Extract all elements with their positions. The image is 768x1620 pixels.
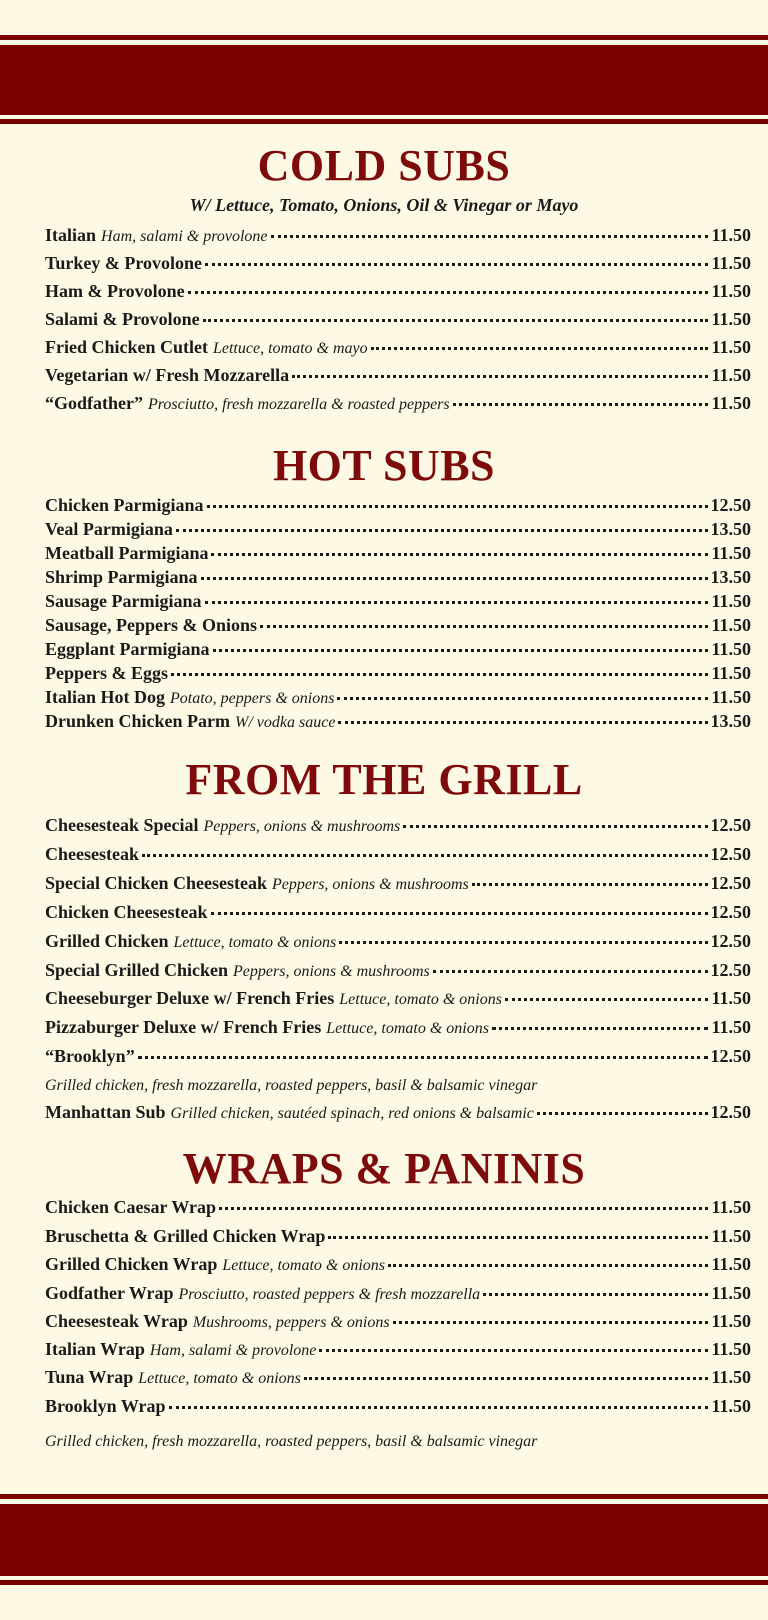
item-name: Manhattan Sub (45, 1102, 166, 1122)
dot-leader (138, 1056, 708, 1059)
item-price: 11.50 (711, 1197, 751, 1217)
dot-leader (213, 649, 709, 652)
dot-leader (292, 375, 708, 378)
item-price: 11.50 (711, 639, 751, 659)
dot-leader (339, 941, 707, 944)
menu-item (45, 902, 751, 924)
item-name: “Brooklyn” (45, 1046, 135, 1066)
item-name: Shrimp Parmigiana (45, 567, 198, 587)
brooklyn-description: Grilled chicken, fresh mozzarella, roasted peppers, basil & balsamic vinegar (45, 1077, 538, 1094)
menu-item (45, 815, 751, 837)
menu-item (45, 988, 751, 1010)
item-price: 11.50 (711, 393, 751, 413)
item-description: Grilled chicken, sautéed spinach, red onions & balsamic (170, 1105, 534, 1122)
item-description: Potato, peppers & onions (170, 690, 335, 707)
dot-leader (433, 970, 708, 973)
item-price: 12.50 (710, 495, 751, 515)
dot-leader (219, 1207, 708, 1210)
dot-leader (537, 1112, 708, 1115)
dot-leader (472, 883, 708, 886)
item-description: W/ vodka sauce (235, 714, 336, 731)
item-price: 11.50 (711, 225, 751, 245)
item-price: 12.50 (710, 1102, 751, 1122)
dot-leader (319, 1349, 708, 1352)
item-name: Cheesesteak Wrap (45, 1311, 188, 1331)
menu-item (45, 931, 751, 953)
item-name: Fried Chicken Cutlet (45, 337, 208, 357)
menu-item (45, 615, 751, 637)
item-price: 11.50 (711, 1254, 751, 1274)
menu-item (45, 591, 751, 613)
item-price: 13.50 (710, 519, 751, 539)
item-name: Special Grilled Chicken (45, 960, 229, 980)
menu-item (45, 225, 751, 247)
dot-leader (453, 403, 709, 406)
item-price: 12.50 (710, 902, 751, 922)
menu-item (45, 365, 751, 387)
section-title-cold-subs: COLD SUBS (257, 141, 511, 190)
dot-leader (169, 1406, 709, 1409)
dot-leader (211, 912, 708, 915)
item-name: “Godfather” (45, 393, 143, 413)
item-price: 11.50 (711, 687, 751, 707)
dot-leader (142, 854, 708, 857)
item-name: Chicken Caesar Wrap (45, 1197, 217, 1217)
dot-leader (171, 673, 708, 676)
item-price: 11.50 (711, 1017, 751, 1037)
section-title-wraps: WRAPS & PANINIS (182, 1144, 586, 1193)
menu-item (45, 281, 751, 303)
item-name: Grilled Chicken (45, 931, 169, 951)
item-price: 11.50 (711, 1367, 751, 1387)
item-name: Cheeseburger Deluxe w/ French Fries (45, 988, 335, 1008)
dot-leader (388, 1264, 708, 1267)
menu-item (45, 1046, 751, 1068)
item-name: Pizzaburger Deluxe w/ French Fries (45, 1017, 322, 1037)
dot-leader (188, 291, 709, 294)
dot-leader (304, 1377, 709, 1380)
bottom-banner (0, 1494, 768, 1586)
item-name: Bruschetta & Grilled Chicken Wrap (45, 1226, 326, 1246)
item-description: Lettuce, tomato & mayo (212, 340, 368, 357)
dot-leader (483, 1293, 708, 1296)
menu-item (45, 567, 751, 589)
menu-item (45, 1102, 751, 1124)
bottom-rule-lower (0, 1580, 768, 1585)
item-name: Chicken Cheesesteak (45, 902, 208, 922)
item-description: Peppers, onions & mushrooms (203, 818, 401, 835)
item-name: Drunken Chicken Parm (45, 711, 231, 731)
item-description: Lettuce, tomato & onions (173, 934, 337, 951)
section-title-grill: FROM THE GRILL (185, 755, 583, 804)
item-description: Peppers, onions & mushrooms (233, 963, 430, 980)
dot-leader (205, 601, 709, 604)
dot-leader (328, 1236, 708, 1239)
item-name: Italian Hot Dog (45, 687, 166, 707)
item-price: 12.50 (710, 960, 751, 980)
item-price: 11.50 (711, 1339, 751, 1359)
item-name: Chicken Parmigiana (45, 495, 204, 515)
menu-item (45, 1339, 751, 1361)
dot-leader (207, 505, 708, 508)
menu-item (45, 495, 751, 517)
item-name: Sausage Parmigiana (45, 591, 202, 611)
item-description: Mushrooms, peppers & onions (192, 1314, 390, 1331)
menu-item (45, 519, 751, 541)
dot-leader (201, 577, 708, 580)
item-name: Eggplant Parmigiana (45, 639, 210, 659)
menu-item (45, 337, 751, 359)
item-description: Prosciutto, fresh mozzarella & roasted peppers (148, 396, 450, 413)
menu-item (45, 309, 751, 331)
item-name: Salami & Provolone (45, 309, 200, 329)
menu-item (45, 543, 751, 565)
item-name: Veal Parmigiana (45, 519, 173, 539)
item-name: Sausage, Peppers & Onions (45, 615, 258, 635)
item-price: 11.50 (711, 988, 751, 1008)
dot-leader (203, 319, 709, 322)
item-name: Vegetarian w/ Fresh Mozzarella (45, 365, 290, 385)
item-name: Turkey & Provolone (45, 253, 203, 273)
item-description: Prosciutto, roasted peppers & fresh mozzarella (178, 1286, 481, 1303)
item-name: Cheesesteak Special (45, 815, 199, 835)
item-name: Peppers & Eggs (45, 663, 168, 683)
menu-item (45, 711, 751, 733)
menu-item (45, 1197, 751, 1219)
dot-leader (403, 825, 707, 828)
item-price: 11.50 (711, 309, 751, 329)
item-price: 13.50 (710, 567, 751, 587)
menu-item (45, 1226, 751, 1248)
item-price: 12.50 (710, 815, 751, 835)
item-description: Lettuce, tomato & onions (138, 1370, 301, 1387)
menu-item (45, 1283, 751, 1305)
item-price: 11.50 (711, 1283, 751, 1303)
item-price: 11.50 (711, 281, 751, 301)
cold-subs-subtitle: W/ Lettuce, Tomato, Onions, Oil & Vinegar or Mayo (189, 195, 579, 215)
item-name: Brooklyn Wrap (45, 1396, 166, 1416)
bottom-bar (0, 1504, 768, 1576)
item-name: Italian Wrap (45, 1339, 145, 1359)
item-name: Godfather Wrap (45, 1283, 174, 1303)
menu-item (45, 960, 751, 982)
item-name: Cheesesteak (45, 844, 139, 864)
item-description: Peppers, onions & mushrooms (272, 876, 469, 893)
item-description: Ham, salami & provolone (149, 1342, 317, 1359)
section-title-hot-subs: HOT SUBS (272, 441, 496, 490)
top-rule (0, 35, 768, 40)
menu-item (45, 1367, 751, 1389)
item-description: Lettuce, tomato & onions (339, 991, 502, 1008)
dot-leader (371, 347, 709, 350)
dot-leader (492, 1027, 709, 1030)
bottom-rule (0, 1494, 768, 1499)
dot-leader (211, 553, 708, 556)
item-price: 13.50 (710, 711, 751, 731)
dot-leader (205, 263, 708, 266)
dot-leader (338, 721, 707, 724)
item-price: 11.50 (711, 543, 751, 563)
item-price: 11.50 (711, 1396, 751, 1416)
brooklyn-wrap-description: Grilled chicken, fresh mozzarella, roasted peppers, basil & balsamic vinegar (45, 1433, 538, 1450)
item-description: Lettuce, tomato & onions (326, 1020, 489, 1037)
dot-leader (271, 235, 709, 238)
menu-item (45, 663, 751, 685)
dot-leader (260, 625, 708, 628)
item-name: Ham & Provolone (45, 281, 185, 301)
item-price: 11.50 (711, 591, 751, 611)
item-price: 12.50 (710, 844, 751, 864)
item-price: 11.50 (711, 337, 751, 357)
menu-item (45, 1396, 751, 1418)
menu-item (45, 1311, 751, 1333)
item-description: Lettuce, tomato & onions (222, 1257, 386, 1274)
item-name: Italian (45, 225, 97, 245)
item-price: 11.50 (711, 1226, 751, 1246)
dot-leader (505, 998, 709, 1001)
dot-leader (337, 697, 708, 700)
menu-item (45, 639, 751, 661)
menu-item (45, 253, 751, 275)
item-price: 12.50 (710, 1046, 751, 1066)
item-price: 11.50 (711, 615, 751, 635)
menu-item (45, 844, 751, 866)
item-price: 12.50 (710, 873, 751, 893)
item-name: Tuna Wrap (45, 1367, 134, 1387)
dot-leader (176, 529, 708, 532)
dot-leader (393, 1321, 709, 1324)
top-rule-lower (0, 119, 768, 124)
item-price: 11.50 (711, 365, 751, 385)
menu-item (45, 393, 751, 415)
top-bar (0, 45, 768, 115)
item-price: 11.50 (711, 663, 751, 683)
menu-item (45, 873, 751, 895)
item-price: 11.50 (711, 1311, 751, 1331)
menu-item (45, 1017, 751, 1039)
item-name: Meatball Parmigiana (45, 543, 209, 563)
menu-item (45, 1254, 751, 1276)
item-price: 11.50 (711, 253, 751, 273)
top-banner (0, 35, 768, 124)
item-price: 12.50 (710, 931, 751, 951)
item-description: Ham, salami & provolone (101, 228, 268, 245)
menu-item (45, 687, 751, 709)
item-name: Grilled Chicken Wrap (45, 1254, 218, 1274)
item-name: Special Chicken Cheesesteak (45, 873, 267, 893)
